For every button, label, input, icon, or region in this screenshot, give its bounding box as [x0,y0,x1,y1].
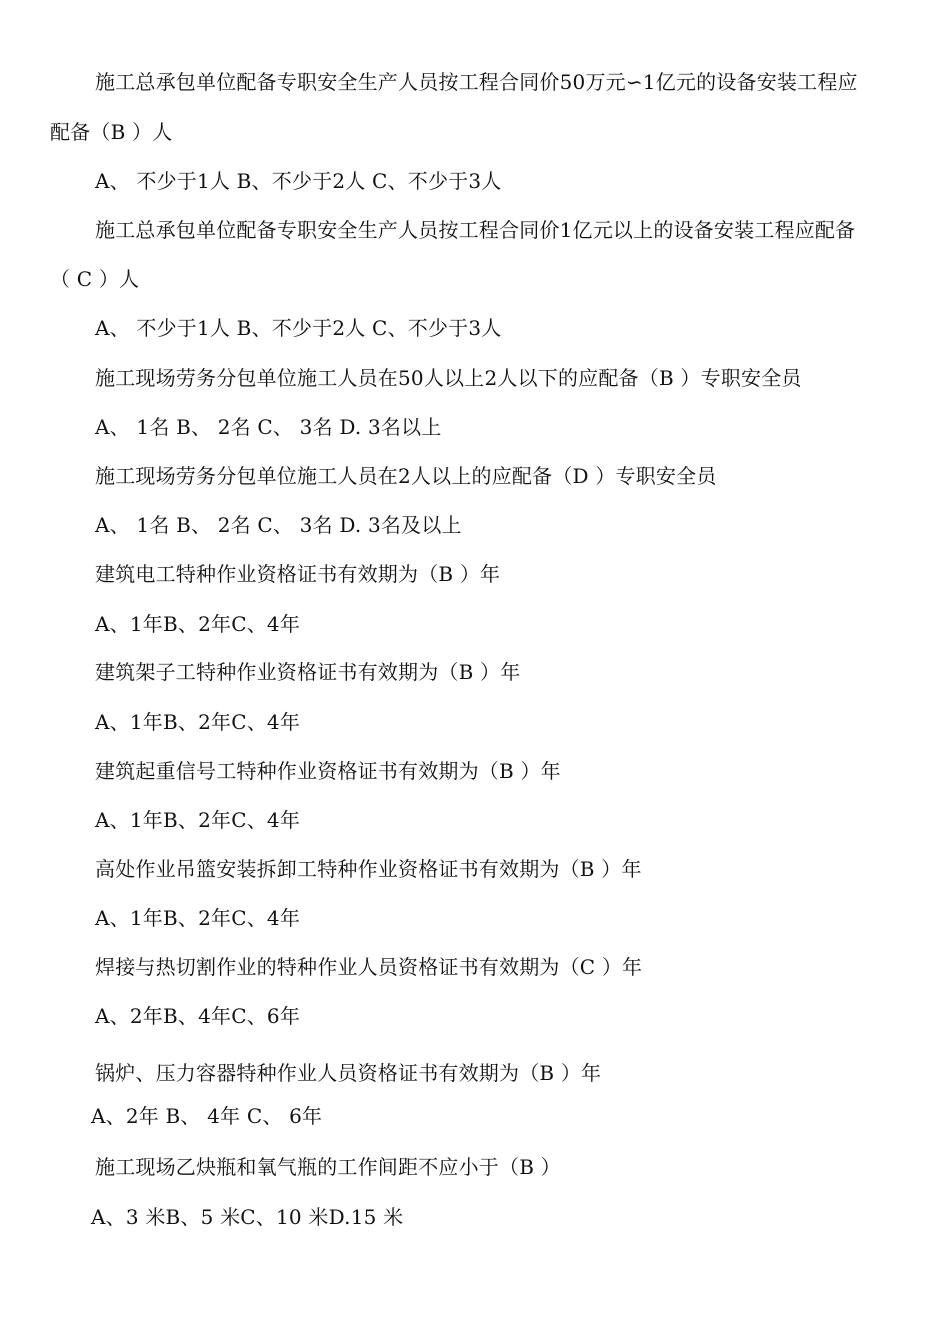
question-7-options: A、1年B、2年C、4年 [95,808,301,832]
question-7-stem: 建筑起重信号工特种作业资格证书有效期为（B ）年 [95,759,561,783]
question-4-stem: 施工现场劳务分包单位施工人员在2人以上的应配备（D ）专职安全员 [95,464,717,488]
question-1-stem-line-2: 配备（B ）人 [50,120,173,144]
question-4-options: A、 1名 B、 2名 C、 3名 D. 3名及以上 [95,513,462,537]
question-10-options: A、2年 B、 4年 C、 6年 [91,1104,323,1128]
question-9-stem: 焊接与热切割作业的特种作业人员资格证书有效期为（C ）年 [95,955,643,979]
question-2-stem-line-1: 施工总承包单位配备专职安全生产人员按工程合同价1亿元以上的设备安装工程应配备 [95,218,856,242]
question-5-options: A、1年B、2年C、4年 [95,612,301,636]
question-6-options: A、1年B、2年C、4年 [95,710,301,734]
question-8-options: A、1年B、2年C、4年 [95,906,301,930]
question-1-stem-line-1: 施工总承包单位配备专职安全生产人员按工程合同价50万元∽1亿元的设备安装工程应 [95,70,858,94]
question-3-options: A、 1名 B、 2名 C、 3名 D. 3名以上 [95,415,442,439]
question-2-options: A、 不少于1人 B、不少于2人 C、不少于3人 [95,316,502,340]
question-11-options: A、3 米B、5 米C、10 米D.15 米 [91,1205,404,1229]
question-1-options: A、 不少于1人 B、不少于2人 C、不少于3人 [95,169,502,193]
question-6-stem: 建筑架子工特种作业资格证书有效期为（B ）年 [95,660,521,684]
question-11-stem: 施工现场乙炔瓶和氧气瓶的工作间距不应小于（B ） [95,1155,561,1179]
question-3-stem: 施工现场劳务分包单位施工人员在50人以上2人以下的应配备（B ）专职安全员 [95,366,802,390]
question-8-stem: 高处作业吊篮安装拆卸工特种作业资格证书有效期为（B ）年 [95,857,642,881]
question-10-stem: 锅炉、压力容器特种作业人员资格证书有效期为（B ）年 [95,1061,602,1085]
question-5-stem: 建筑电工特种作业资格证书有效期为（B ）年 [95,562,501,586]
question-9-options: A、2年B、4年C、6年 [95,1004,301,1028]
question-2-stem-line-2: （ C ）人 [50,267,140,291]
